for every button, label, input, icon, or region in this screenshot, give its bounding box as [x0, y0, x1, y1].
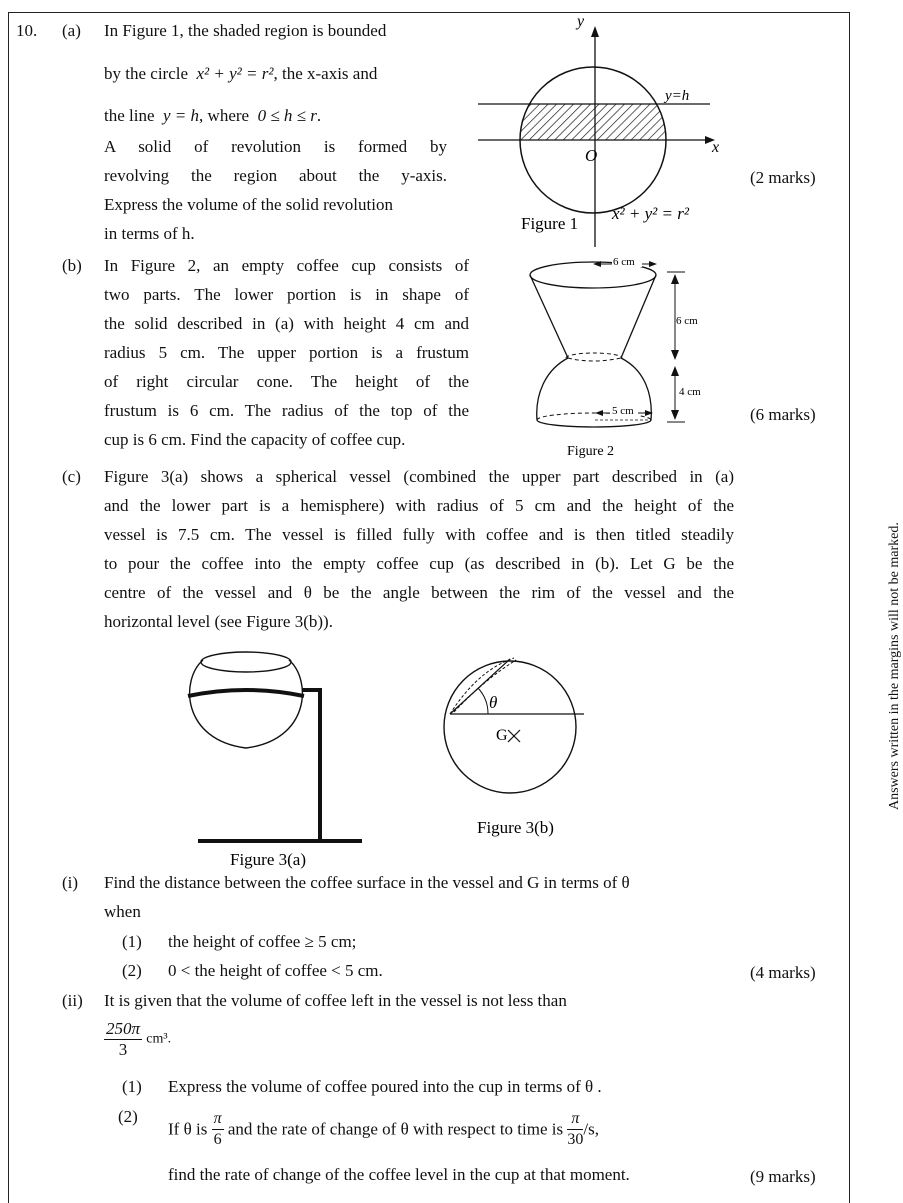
part-cii-line-1: It is given that the volume of coffee left in the vessel is not less than — [104, 991, 567, 1010]
figure-3a — [180, 640, 370, 872]
y-axis-label: y — [577, 13, 585, 30]
part-a-label: (a) — [62, 21, 81, 40]
part-b-line-7: cup is 6 cm. Find the capacity of coffee cup. — [104, 430, 406, 449]
part-ci-marks: (4 marks) — [750, 963, 816, 982]
part-c-line-5: centre of the vessel and θ be the angle between the rim of the vessel and the — [104, 583, 734, 602]
line-label: y=h — [665, 88, 690, 104]
part-a-line-1: In Figure 1, the shaded region is bounded — [104, 21, 387, 40]
part-ci-2-label: (2) — [122, 961, 142, 980]
origin-label: O — [585, 146, 598, 165]
upper-height-label: 6 cm — [676, 315, 698, 327]
part-cii-1: Express the volume of coffee poured into the cup in terms of θ . — [168, 1077, 602, 1096]
lower-height-label: 4 cm — [679, 386, 701, 398]
part-cii-2-label: (2) — [118, 1107, 138, 1126]
part-ci-1-label: (1) — [122, 932, 142, 951]
part-ci-1: the height of coffee ≥ 5 cm; — [168, 932, 357, 951]
part-c-line-1: Figure 3(a) shows a spherical vessel (combined the upper part described in (a) — [104, 467, 734, 486]
stand-post — [302, 690, 320, 840]
part-a-line-7: in terms of h. — [104, 224, 195, 243]
part-c-line-6: horizontal level (see Figure 3(b)). — [104, 612, 333, 631]
part-c-line-4: to pour the coffee into the empty coffee cup (as described in (b). Let G be the — [104, 554, 734, 573]
part-b-line-3: the solid described in (a) with height 4 cm and — [104, 314, 469, 333]
part-a-line-2: by the circle x² + y² = r², the x-axis and — [104, 64, 378, 83]
part-b-label: (b) — [62, 256, 82, 275]
part-b-marks: (6 marks) — [750, 405, 816, 424]
figure-3b-caption: Figure 3(b) — [477, 818, 554, 837]
centre-label: G — [496, 727, 508, 744]
part-ci-line-1: Find the distance between the coffee surface in the vessel and G in terms of θ — [104, 873, 630, 892]
part-a-line-3: the line y = h, where 0 ≤ h ≤ r. — [104, 106, 322, 125]
vessel-body — [190, 660, 303, 748]
part-a-line-6: Express the volume of the solid revolution — [104, 195, 393, 214]
vessel-circle — [444, 661, 576, 793]
part-b-line-2: two parts. The lower portion is in shape of — [104, 285, 469, 304]
part-c-label: (c) — [62, 467, 81, 486]
y-axis-arrow — [591, 26, 599, 37]
vessel-opening — [201, 652, 291, 672]
figure-1-caption: Figure 1 — [521, 214, 579, 233]
figure-3a-caption: Figure 3(a) — [230, 850, 307, 869]
vessel-rim-band — [188, 690, 304, 696]
part-b-line-1: In Figure 2, an empty coffee cup consists of — [104, 256, 469, 275]
part-cii-1-label: (1) — [122, 1077, 142, 1096]
figure-3b — [440, 650, 600, 850]
part-a-marks: (2 marks) — [750, 168, 816, 187]
part-a-line-5: revolving the region about the y-axis. — [104, 166, 447, 185]
volume-fraction: $\frac{250\pi}{3}$ cm³. — [106, 1019, 172, 1059]
part-b-line-4: radius 5 cm. The upper portion is a frustum — [104, 343, 469, 362]
question-number: 10. — [16, 21, 38, 40]
part-cii-marks: (9 marks) — [750, 1167, 816, 1186]
cup-base — [537, 420, 651, 427]
figure-2 — [525, 250, 725, 462]
part-cii-label: (ii) — [62, 991, 83, 1010]
part-cii-2: If θ is $\frac{\pi}{6}$ and the rate of change of θ with respect to time is $\frac{\pi}{30}$ /s, — [168, 1110, 599, 1148]
part-c-line-3: vessel is 7.5 cm. The vessel is filled fully with coffee and is then titled steadily — [104, 525, 734, 544]
part-ci-line-2: when — [104, 902, 141, 921]
part-cii-line-3: find the rate of change of the coffee level in the cup at that moment. — [168, 1165, 630, 1184]
part-c-line-2: and the lower part is a hemisphere) with radius of 5 cm and the height of the — [104, 496, 734, 515]
figure-1 — [470, 12, 760, 252]
figure-2-caption: Figure 2 — [567, 444, 615, 459]
base-radius-label: 5 cm — [612, 405, 634, 417]
angle-arc — [478, 688, 488, 714]
part-ci-label: (i) — [62, 873, 79, 892]
part-b-line-6: frustum is 6 cm. The radius of the top of the — [104, 401, 469, 420]
x-axis-label: x — [712, 139, 720, 156]
circle-equation: x² + y² = r² — [196, 64, 274, 83]
part-a-line-4: A solid of revolution is formed by — [104, 137, 447, 156]
margin-note: Answers written in the margins will not be marked. — [887, 522, 902, 810]
junction-back — [566, 353, 622, 358]
angle-label: θ — [489, 693, 498, 712]
top-radius-label: 6 cm — [613, 256, 635, 268]
part-ci-2: 0 < the height of coffee < 5 cm. — [168, 961, 383, 980]
part-b-line-5: of right circular cone. The height of the — [104, 372, 469, 391]
circle-equation-label: x² + y² = r² — [612, 204, 689, 223]
